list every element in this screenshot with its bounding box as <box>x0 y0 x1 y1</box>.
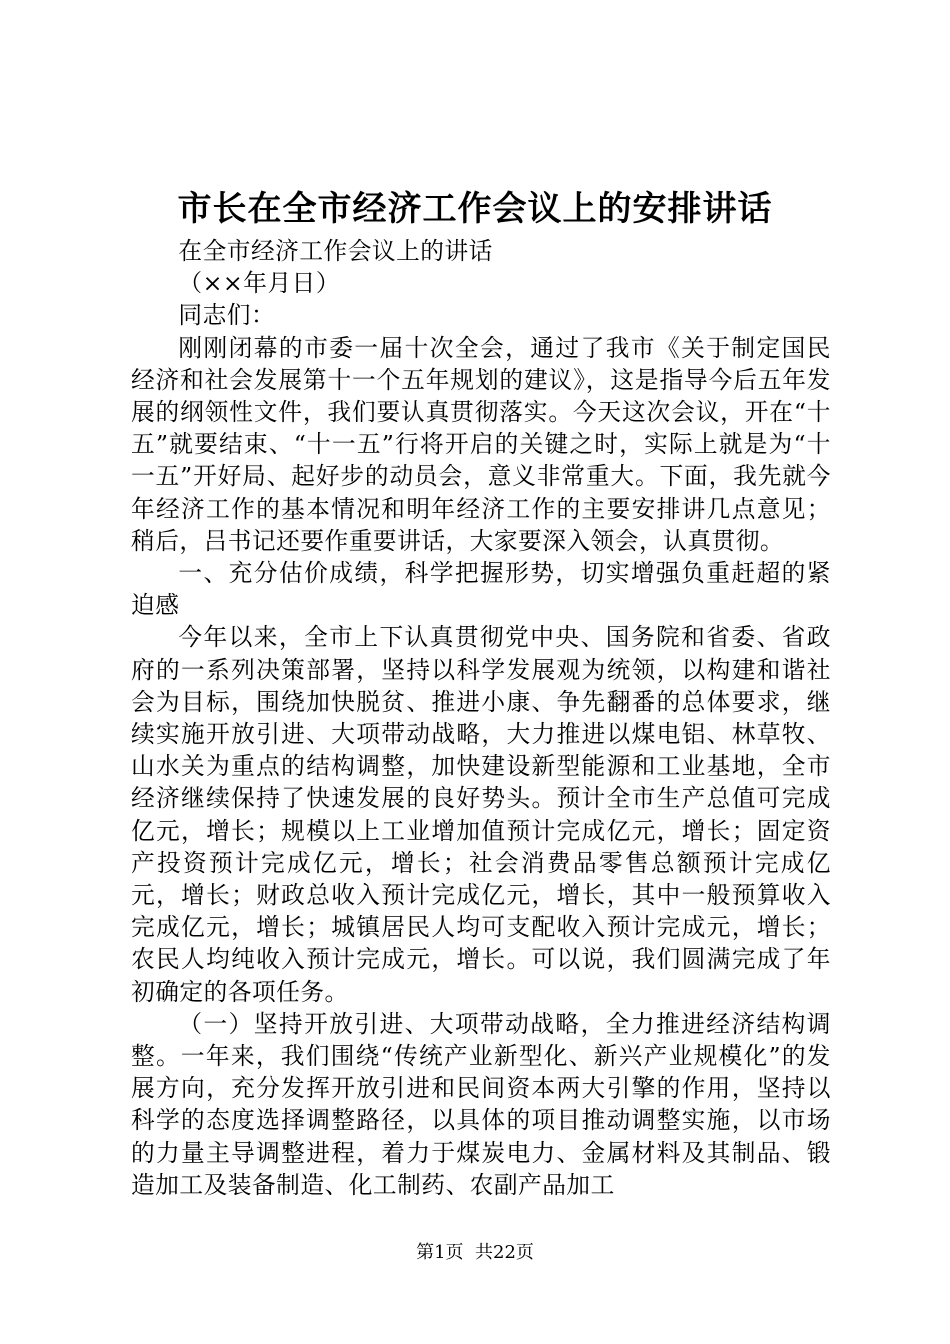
section-heading: 一、充分估价成绩，科学把握形势，切实增强负重赶超的紧迫感 <box>131 559 831 620</box>
document-body <box>131 235 831 1201</box>
body-paragraph: （一）坚持开放引进、大项带动战略，全力推进经济结构调整。一年来，我们围绕“传统产业新型化、新兴产业规模化”的发展方向，充分发挥开放引进和民间资本两大引擎的作用，坚持以科学的态度选择调整路径，以具体的项目推动调整实施，以市场的力量主导调整进程，着力于煤炭电力、金属材料及其制品、锻造加工及装备制造、化工制药、农副产品加工 <box>131 1009 831 1199</box>
subtitle-paragraph: 在全市经济工作会议上的讲话 <box>178 237 493 265</box>
document-title: 市长在全市经济工作会议上的安排讲话 <box>177 189 773 229</box>
body-paragraph: 今年以来，全市上下认真贯彻党中央、国务院和省委、省政府的一系列决策部署，坚持以科学发展观为统领，以构建和谐社会为目标，围绕加快脱贫、推进小康、争先翻番的总体要求，继续实施开放引进、大项带动战略，大力推进以煤电铝、林草牧、山水关为重点的结构调整，加快建设新型能源和工业基地，全市经济继续保持了快速发展的良好势头。预计全市生产总值可完成亿元，增长；规模以上工业增加值预计完成亿元，增长；固定资产投资预计完成亿元，增长；社会消费品零售总额预计完成亿元，增长；财政总收入预计完成亿元，增长，其中一般预算收入完成亿元，增长；城镇居民人均可支配收入预计完成元，增长；农民人均纯收入预计完成元，增长。可以说，我们圆满完成了年初确定的各项任务。 <box>131 623 831 1006</box>
body-paragraph: 刚刚闭幕的市委一届十次全会，通过了我市《关于制定国民经济和社会发展第十一个五年规划的建议》，这是指导今后五年发展的纲领性文件，我们要认真贯彻落实。今天这次会议，开在“十五”就要结束、“十一五”行将开启的关键之时，实际上就是为“十一五”开好局、起好步的动员会，意义非常重大。下面，我先就今年经济工作的基本情况和明年经济工作的主要安排讲几点意见；稍后，吕书记还要作重要讲话，大家要深入领会，认真贯彻。 <box>131 333 831 555</box>
page-number-footer: 第1页 共22页 <box>416 1242 534 1263</box>
salutation-paragraph: 同志们： <box>178 301 276 330</box>
date-paragraph: （××年月日） <box>178 269 341 298</box>
